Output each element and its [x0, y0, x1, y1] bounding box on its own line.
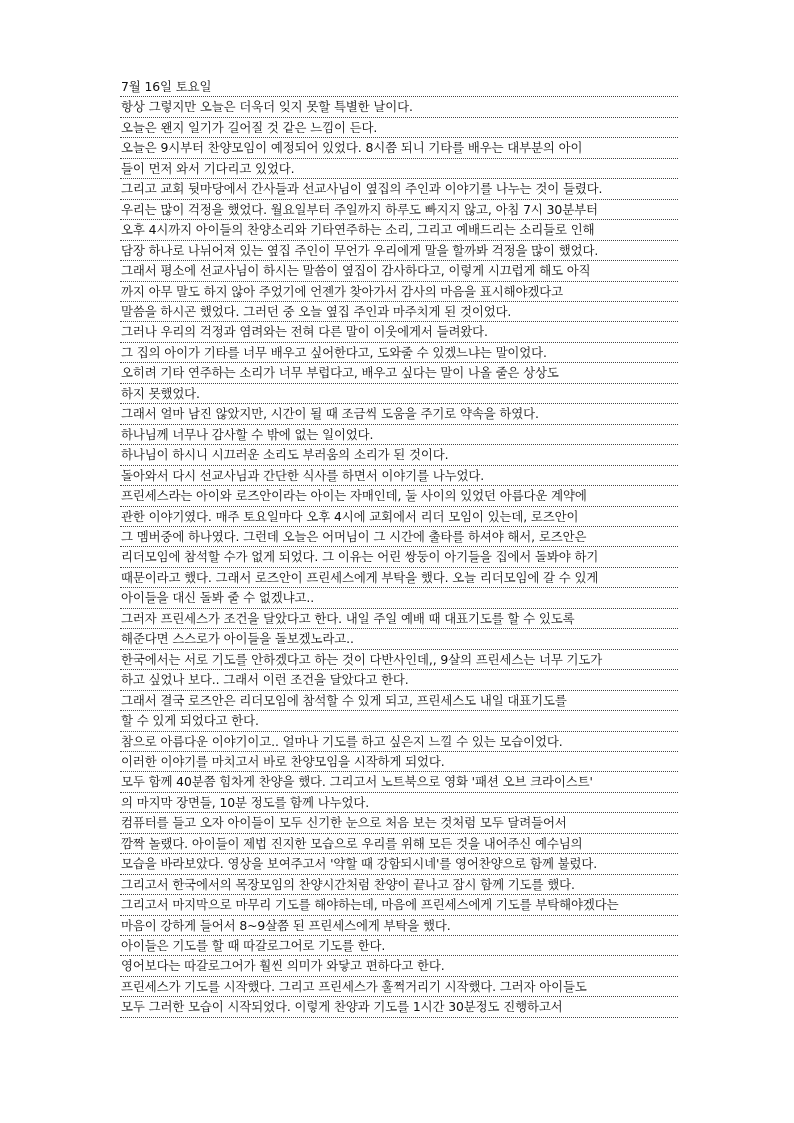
text-line: 오히려 기타 연주하는 소리가 너무 부럽다고, 배우고 싶다는 말이 나올 줄은 상상도 — [120, 363, 678, 383]
text-line: 항상 그렇지만 오늘은 더욱더 잊지 못할 특별한 날이다. — [120, 97, 678, 117]
text-line: 하지 못했었다. — [120, 384, 678, 404]
text-line: 마음이 강하게 들어서 8~9살쯤 된 프린세스에게 부탁을 했다. — [120, 916, 678, 936]
text-line: 모두 함께 40분쯤 힘차게 찬양을 했다. 그리고서 노트북으로 영화 '패션 오브 크라이스트' — [120, 772, 678, 792]
text-line: 한국에서는 서로 기도를 안하겠다고 하는 것이 다반사인데,, 9살의 프린세스는 너무 기도가 — [120, 650, 678, 670]
text-line: 그러자 프린세스가 조건을 달았다고 한다. 내일 주일 예배 때 대표기도를 할 수 있도록 — [120, 609, 678, 629]
text-line: 그 멤버중에 하나였다. 그런데 오늘은 어머님이 그 시간에 출타를 하셔야 해서, 로즈안은 — [120, 527, 678, 547]
text-line: 우리는 많이 걱정을 했었다. 월요일부터 주일까지 하루도 빠지지 않고, 아침 7시 30분부터 — [120, 200, 678, 220]
text-line: 참으로 아름다운 이야기이고.. 얼마나 기도를 하고 싶은지 느낄 수 있는 모습이었다. — [120, 732, 678, 752]
text-line: 그래서 평소에 선교사님이 하시는 말씀이 옆집이 감사하다고, 이렇게 시끄럽게 해도 아직 — [120, 261, 678, 281]
text-line: 돌아와서 다시 선교사님과 간단한 식사를 하면서 이야기를 나누었다. — [120, 466, 678, 486]
text-line: 하나님께 너무나 감사할 수 밖에 없는 일이었다. — [120, 425, 678, 445]
text-line: 깜짝 놀랬다. 아이들이 제법 진지한 모습으로 우리를 위해 모든 것을 내어주신 예수님의 — [120, 834, 678, 854]
text-line: 그래서 얼마 남진 않았지만, 시간이 될 때 조금씩 도움을 주기로 약속을 하였다. — [120, 404, 678, 424]
text-line: 할 수 있게 되었다고 한다. — [120, 711, 678, 731]
text-line: 모두 그러한 모습이 시작되었다. 이렇게 찬양과 기도를 1시간 30분정도 진행하고서 — [120, 997, 678, 1017]
text-line: 해준다면 스스로가 아이들을 돌보겠노라고.. — [120, 629, 678, 649]
text-line: 관한 이야기였다. 매주 토요일마다 오후 4시에 교회에서 리더 모임이 있는데, 로즈안이 — [120, 507, 678, 527]
text-line: 그리고 교회 뒷마당에서 간사들과 선교사님이 옆집의 주인과 이야기를 나누는 것이 들렸다. — [120, 179, 678, 199]
text-line: 아이들을 대신 돌봐 줄 수 없겠냐고.. — [120, 588, 678, 608]
document-page — [120, 77, 678, 1018]
text-line: 담장 하나로 나뉘어져 있는 옆집 주인이 무언가 우리에게 말을 할까봐 걱정을 많이 했었다. — [120, 241, 678, 261]
text-line: 영어보다는 따갈로그어가 훨씬 의미가 와닿고 편하다고 한다. — [120, 956, 678, 976]
text-line: 그 집의 아이가 기타를 너무 배우고 싶어한다고, 도와줄 수 있겠느냐는 말이었다. — [120, 343, 678, 363]
text-line: 모습을 바라보았다. 영상을 보여주고서 '약할 때 강함되시네'를 영어찬양으로 함께 불렀다. — [120, 854, 678, 874]
text-line: 프린세스라는 아이와 로즈안이라는 아이는 자매인데, 둘 사이의 있었던 아름다운 계약에 — [120, 486, 678, 506]
text-line: 이러한 이야기를 마치고서 바로 찬양모임을 시작하게 되었다. — [120, 752, 678, 772]
text-line: 리더모임에 참석할 수가 없게 되었다. 그 이유는 어린 쌍둥이 아기들을 집에서 돌봐야 하기 — [120, 547, 678, 567]
text-line: 그러나 우리의 걱정과 염려와는 전혀 다른 말이 이웃에게서 들려왔다. — [120, 322, 678, 342]
text-line: 하고 싶었나 보다.. 그래서 이런 조건을 달았다고 한다. — [120, 670, 678, 690]
text-line: 프린세스가 기도를 시작했다. 그리고 프린세스가 훌쩍거리기 시작했다. 그러자 아이들도 — [120, 977, 678, 997]
text-line: 그리고서 마지막으로 마무리 기도를 해야하는데, 마음에 프린세스에게 기도를 부탁해야겠다는 — [120, 895, 678, 915]
text-line: 의 마지막 장면들, 10분 정도를 함께 나누었다. — [120, 793, 678, 813]
diary-date: 7월 16일 토요일 — [120, 77, 678, 97]
text-line: 때문이라고 했다. 그래서 로즈안이 프린세스에게 부탁을 했다. 오늘 리더모임에 갈 수 있게 — [120, 568, 678, 588]
text-line: 오늘은 왠지 일기가 길어질 것 같은 느낌이 든다. — [120, 118, 678, 138]
text-line: 말씀을 하시곤 했었다. 그러던 중 오늘 옆집 주인과 마주치게 된 것이었다. — [120, 302, 678, 322]
text-line: 하나님이 하시니 시끄러운 소리도 부러움의 소리가 된 것이다. — [120, 445, 678, 465]
text-line: 그래서 결국 로즈안은 리더모임에 참석할 수 있게 되고, 프린세스도 내일 대표기도를 — [120, 691, 678, 711]
text-line: 컴퓨터를 들고 오자 아이들이 모두 신기한 눈으로 처음 보는 것처럼 모두 달려들어서 — [120, 813, 678, 833]
text-line: 아이들은 기도를 할 때 따갈로그어로 기도를 한다. — [120, 936, 678, 956]
text-line: 들이 먼저 와서 기다리고 있었다. — [120, 159, 678, 179]
text-line: 오후 4시까지 아이들의 찬양소리와 기타연주하는 소리, 그리고 예배드리는 소리들로 인해 — [120, 220, 678, 240]
text-line: 오늘은 9시부터 찬양모임이 예정되어 있었다. 8시쯤 되니 기타를 배우는 대부분의 아이 — [120, 138, 678, 158]
text-line: 까지 아무 말도 하지 않아 주었기에 언젠가 찾아가서 감사의 마음을 표시해야겠다고 — [120, 282, 678, 302]
text-line: 그리고서 한국에서의 목장모임의 찬양시간처럼 찬양이 끝나고 잠시 함께 기도를 했다. — [120, 875, 678, 895]
